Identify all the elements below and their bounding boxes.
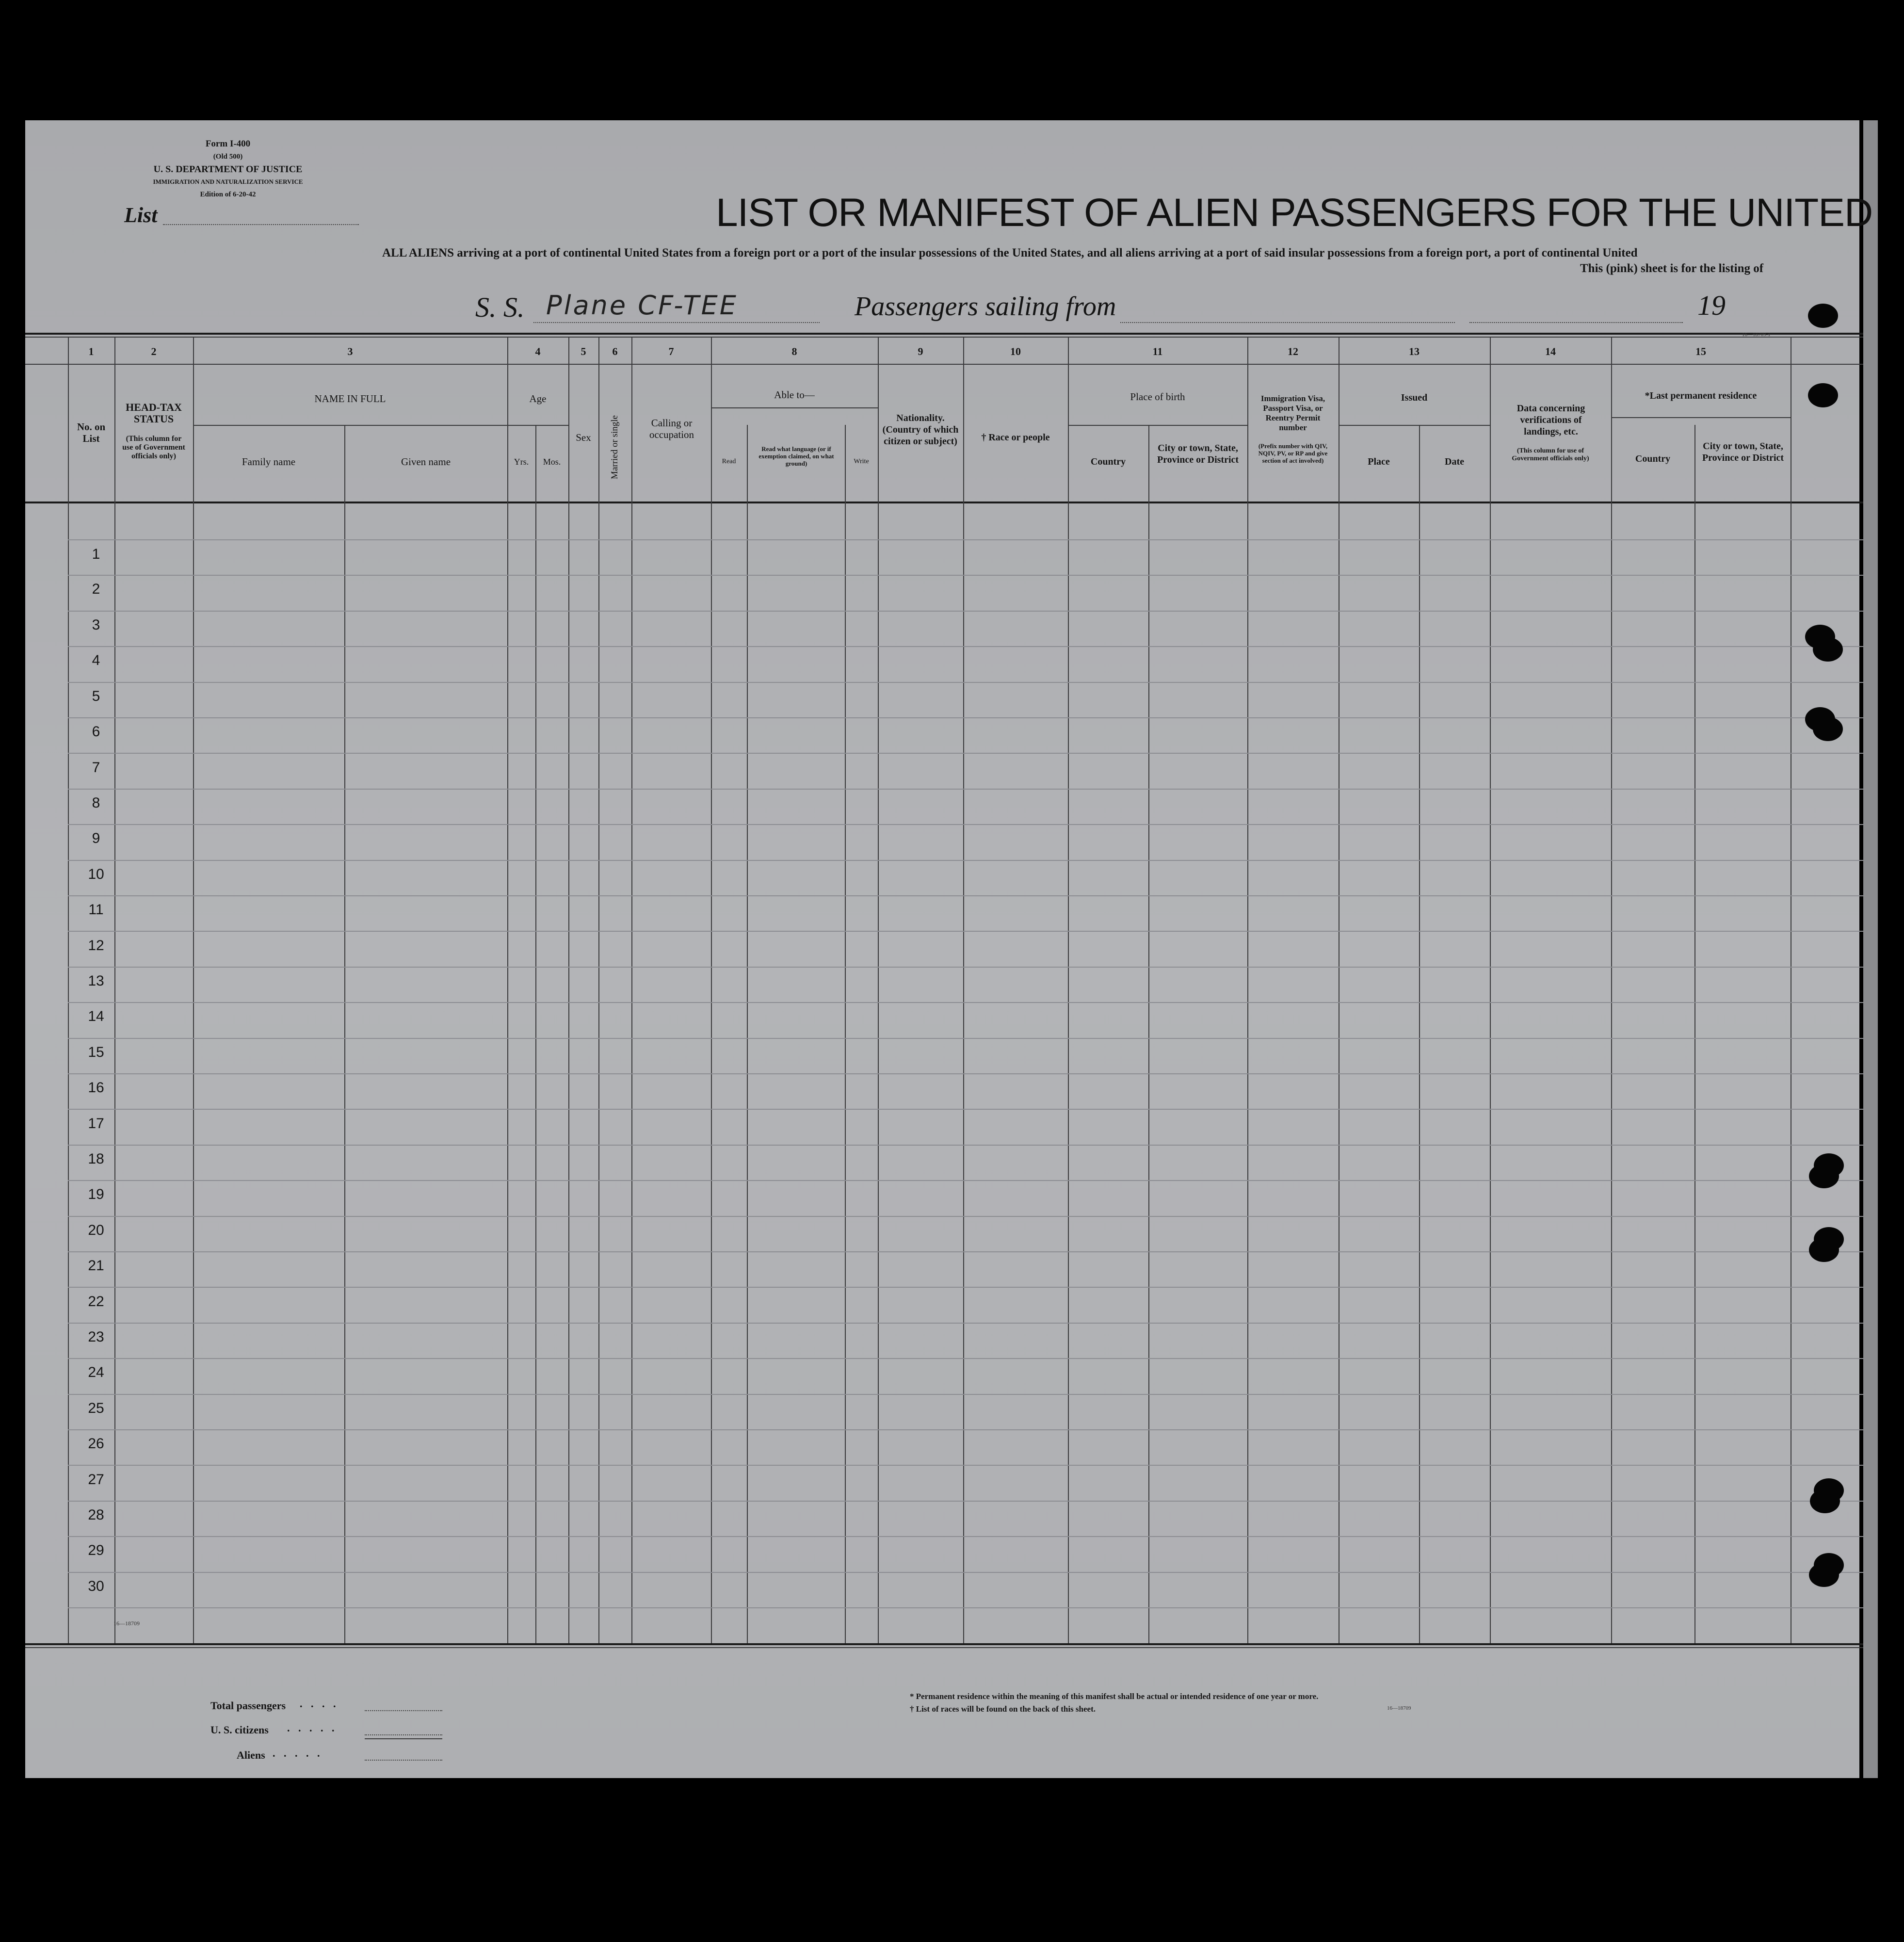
row-number: 12 — [88, 938, 104, 954]
row-number: 24 — [88, 1364, 104, 1380]
colnum-2: 2 — [151, 345, 157, 357]
issued-header: Issued — [1401, 392, 1428, 403]
row-number: 30 — [88, 1578, 104, 1594]
row-number: 18 — [88, 1151, 104, 1167]
row-number: 10 — [88, 866, 104, 882]
row-rule — [68, 860, 1863, 861]
colnum-10: 10 — [1010, 345, 1021, 357]
colnum-11: 11 — [1152, 345, 1163, 357]
sailing-label: Passengers sailing from — [855, 291, 1116, 322]
old-form-number: (Old 500) — [213, 153, 243, 161]
row-rule — [68, 1216, 1863, 1217]
punch-hole — [1808, 304, 1838, 328]
colnum-15: 15 — [1695, 345, 1706, 357]
service-name: IMMIGRATION AND NATURALIZATION SERVICE — [153, 178, 303, 185]
row-number: 26 — [88, 1436, 104, 1452]
aliens-label: Aliens — [237, 1749, 265, 1761]
punch-hole — [1813, 637, 1843, 662]
age-months-header: Mos. — [543, 457, 561, 467]
row-rule — [68, 1251, 1863, 1252]
row-rule — [68, 611, 1863, 612]
data-concerning-note: (This column for use of Government officials only) — [1512, 447, 1589, 462]
us-citizens-blank — [365, 1734, 442, 1735]
row-number: 21 — [88, 1258, 104, 1274]
head-tax-header: HEAD-TAX STATUS — [126, 401, 182, 425]
row-number: 1 — [92, 546, 100, 562]
write-header: Write — [854, 458, 869, 465]
row-number: 20 — [88, 1222, 104, 1238]
visa-header: Immigration Visa, Passport Visa, or Reentry Permit number — [1260, 394, 1325, 432]
row-rule — [68, 1465, 1863, 1466]
year-prefix: 19 — [1697, 290, 1726, 321]
race-header: † Race or people — [981, 432, 1050, 443]
row-rule — [68, 575, 1863, 576]
aliens-dots: . . . . . — [273, 1747, 323, 1759]
ss-label: S. S. — [475, 291, 525, 323]
row-number: 25 — [88, 1400, 104, 1416]
row-number: 4 — [92, 652, 100, 668]
row-number: 22 — [88, 1294, 104, 1310]
row-number: 27 — [88, 1472, 104, 1488]
punch-hole — [1809, 1563, 1839, 1587]
residence-city-header: City or town, State, Province or District — [1702, 441, 1784, 463]
row-rule — [68, 1429, 1863, 1430]
name-in-full-header: NAME IN FULL — [314, 393, 386, 405]
birth-country-header: Country — [1090, 456, 1126, 467]
row-rule — [68, 1287, 1863, 1288]
row-number: 7 — [92, 760, 100, 776]
row-number: 16 — [88, 1080, 104, 1096]
us-citizens-label: U. S. citizens — [210, 1724, 269, 1736]
read-header: Read — [722, 458, 736, 465]
row-number: 5 — [92, 688, 100, 704]
row-number: 23 — [88, 1329, 104, 1345]
colnum-13: 13 — [1409, 345, 1420, 357]
row-rule — [68, 1180, 1863, 1181]
colnum-7: 7 — [668, 345, 674, 357]
colnum-1: 1 — [88, 345, 94, 357]
read-language-header: Read what language (or if exemption claimed, on what ground) — [758, 445, 834, 467]
row-rule — [68, 682, 1863, 683]
row-rule — [68, 1501, 1863, 1502]
row-number: 6 — [92, 724, 100, 740]
row-rule — [68, 1607, 1863, 1608]
family-name-header: Family name — [242, 456, 296, 468]
total-passengers-label: Total passengers — [210, 1699, 286, 1712]
residence-country-header: Country — [1635, 453, 1671, 464]
us-citizens-underline — [365, 1738, 442, 1739]
row-rule — [68, 1145, 1863, 1146]
bottom-left-code: 16—18709 — [113, 1620, 140, 1627]
row-number: 13 — [88, 973, 104, 989]
punch-hole — [1808, 383, 1838, 407]
row-number: 2 — [92, 581, 100, 597]
page-title: LIST OR MANIFEST OF ALIEN PASSENGERS FOR THE UNITED — [716, 191, 1873, 235]
punch-hole — [1809, 1164, 1839, 1188]
row-rule — [68, 1073, 1863, 1074]
colnum-4: 4 — [535, 345, 541, 357]
row-rule — [68, 1358, 1863, 1359]
punch-hole — [1810, 1489, 1840, 1513]
race-list-note: † List of races will be found on the back of this sheet. — [910, 1704, 1096, 1714]
row-number: 17 — [88, 1116, 104, 1132]
row-number: 15 — [88, 1044, 104, 1060]
row-number: 9 — [92, 830, 100, 846]
subtitle-line-1: ALL ALIENS arriving at a port of continental United States from a foreign port or a port of the insular possessions of the United States, and all aliens arriving at a port of said insular possessions from a foreign port, a port of continental United — [382, 246, 1638, 259]
list-label: List — [124, 203, 158, 227]
top-right-code: 16—18709-1 — [1742, 332, 1771, 338]
calling-header: Calling or occupation — [649, 417, 694, 440]
department-name: U. S. DEPARTMENT OF JUSTICE — [153, 164, 303, 175]
subtitle-line-2: This (pink) sheet is for the listing of — [1580, 262, 1764, 275]
row-number: 28 — [88, 1507, 104, 1523]
punch-hole — [1809, 1238, 1839, 1262]
place-of-birth-header: Place of birth — [1130, 391, 1185, 403]
nationality-header: Nationality. (Country of which citizen or subject) — [882, 413, 959, 447]
ss-handwritten-name: Plane CF-TEE — [546, 290, 738, 321]
row-rule — [68, 931, 1863, 932]
visa-note: (Prefix number with QIV, NQIV, PV, or RP and give section of act involved) — [1258, 442, 1328, 464]
edition-date: Edition of 6-20-42 — [200, 191, 256, 198]
issued-place-header: Place — [1368, 456, 1390, 467]
colnum-5: 5 — [581, 345, 586, 357]
row-rule — [68, 1394, 1863, 1395]
row-rule — [68, 717, 1863, 718]
sex-header: Sex — [576, 432, 591, 443]
no-on-list-header: No. on List — [77, 421, 106, 444]
issued-date-header: Date — [1445, 456, 1464, 467]
form-number: Form I-400 — [205, 139, 251, 149]
row-rule — [68, 646, 1863, 647]
permanent-residence-note: * Permanent residence within the meaning of this manifest shall be actual or intended residence of one year or more. — [910, 1692, 1319, 1701]
row-rule — [68, 1002, 1863, 1003]
able-to-header: Able to— — [774, 389, 815, 401]
row-rule — [68, 539, 1863, 540]
row-rule — [68, 753, 1863, 754]
row-number: 11 — [88, 902, 104, 918]
age-header: Age — [529, 393, 547, 405]
row-rule — [68, 789, 1863, 790]
birth-city-header: City or town, State, Province or District — [1157, 443, 1239, 465]
row-number: 3 — [92, 617, 100, 633]
punch-hole — [1813, 717, 1843, 741]
row-rule — [68, 1323, 1863, 1324]
us-citizens-dots: . . . . . — [287, 1722, 338, 1734]
total-passengers-blank — [365, 1710, 442, 1711]
row-number: 14 — [88, 1008, 104, 1024]
married-single-header: Married or single — [610, 415, 620, 479]
row-rule — [68, 824, 1863, 825]
row-rule — [68, 1109, 1863, 1110]
row-rule — [68, 1572, 1863, 1573]
row-rule — [68, 1038, 1863, 1039]
colnum-6: 6 — [612, 345, 618, 357]
bottom-right-code: 16—18709 — [1387, 1705, 1411, 1711]
colnum-8: 8 — [791, 345, 797, 357]
age-years-header: Yrs. — [514, 457, 529, 467]
colnum-9: 9 — [918, 345, 923, 357]
total-passengers-dots: . . . . — [300, 1698, 339, 1710]
row-number: 19 — [88, 1186, 104, 1202]
colnum-14: 14 — [1545, 345, 1556, 357]
head-tax-note: (This column for use of Government officials only) — [122, 435, 185, 460]
row-number: 29 — [88, 1542, 104, 1558]
given-name-header: Given name — [401, 456, 451, 468]
last-residence-header: *Last permanent residence — [1645, 390, 1757, 401]
data-concerning-header: Data concerning verifications of landings, etc. — [1517, 403, 1585, 437]
aliens-blank — [365, 1760, 442, 1761]
row-rule — [68, 895, 1863, 896]
row-number: 8 — [92, 795, 100, 811]
row-rule — [68, 967, 1863, 968]
row-rule — [68, 1536, 1863, 1537]
colnum-3: 3 — [347, 345, 353, 357]
colnum-12: 12 — [1288, 345, 1298, 357]
